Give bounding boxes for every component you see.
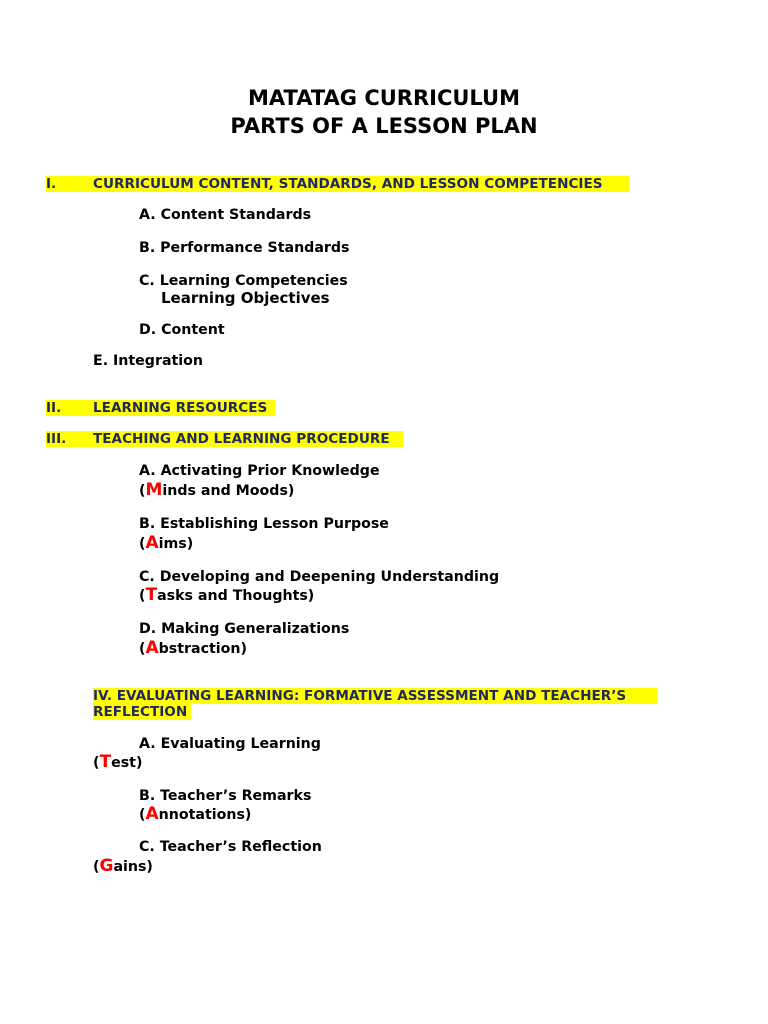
- section-3-heading: [46, 431, 403, 447]
- section-1-title: CURRICULUM CONTENT, STANDARDS, AND LESSON COMPETENCIES: [93, 176, 603, 192]
- item-gains: (Gains): [93, 856, 153, 876]
- item-minds-and-moods: (Minds and Moods): [139, 480, 295, 500]
- section-3-title: TEACHING AND LEARNING PROCEDURE: [93, 431, 390, 447]
- section-2-number: II.: [46, 400, 62, 416]
- item-test: (Test): [93, 752, 143, 772]
- item-establishing-lesson-purpose: B. Establishing Lesson Purpose: [139, 516, 389, 532]
- item-teachers-remarks: B. Teacher’s Remarks: [139, 788, 312, 804]
- item-annotations: (Annotations): [139, 804, 252, 824]
- item-learning-objectives: Learning Objectives: [161, 289, 330, 307]
- item-content-standards: A. Content Standards: [139, 207, 312, 223]
- item-performance-standards: B. Performance Standards: [139, 240, 350, 256]
- item-learning-competencies: C. Learning Competencies: [139, 273, 348, 289]
- item-evaluating-learning: A. Evaluating Learning: [139, 736, 321, 752]
- document-title-line1: MATATAG CURRICULUM: [248, 86, 520, 110]
- item-tasks-and-thoughts: (Tasks and Thoughts): [139, 585, 315, 605]
- item-teachers-reflection: C. Teacher’s Reflection: [139, 839, 322, 855]
- section-2-heading: [46, 400, 275, 416]
- item-activating-prior-knowledge: A. Activating Prior Knowledge: [139, 463, 380, 479]
- item-integration: E. Integration: [93, 353, 204, 369]
- item-aims: (Aims): [139, 533, 194, 553]
- section-1-heading: [46, 176, 629, 192]
- section-4-heading-line2: REFLECTION: [93, 704, 191, 720]
- section-4-heading-line1: IV. EVALUATING LEARNING: FORMATIVE ASSESSMENT AND TEACHER’S: [93, 688, 657, 704]
- document-title-line2: PARTS OF A LESSON PLAN: [230, 114, 538, 138]
- section-3-number: III.: [46, 431, 67, 447]
- item-developing-understanding: C. Developing and Deepening Understanding: [139, 569, 500, 585]
- item-content: D. Content: [139, 322, 225, 338]
- section-1-number: I.: [46, 176, 57, 192]
- item-making-generalizations: D. Making Generalizations: [139, 621, 350, 637]
- section-2-title: LEARNING RESOURCES: [93, 400, 268, 416]
- item-abstraction: (Abstraction): [139, 638, 247, 658]
